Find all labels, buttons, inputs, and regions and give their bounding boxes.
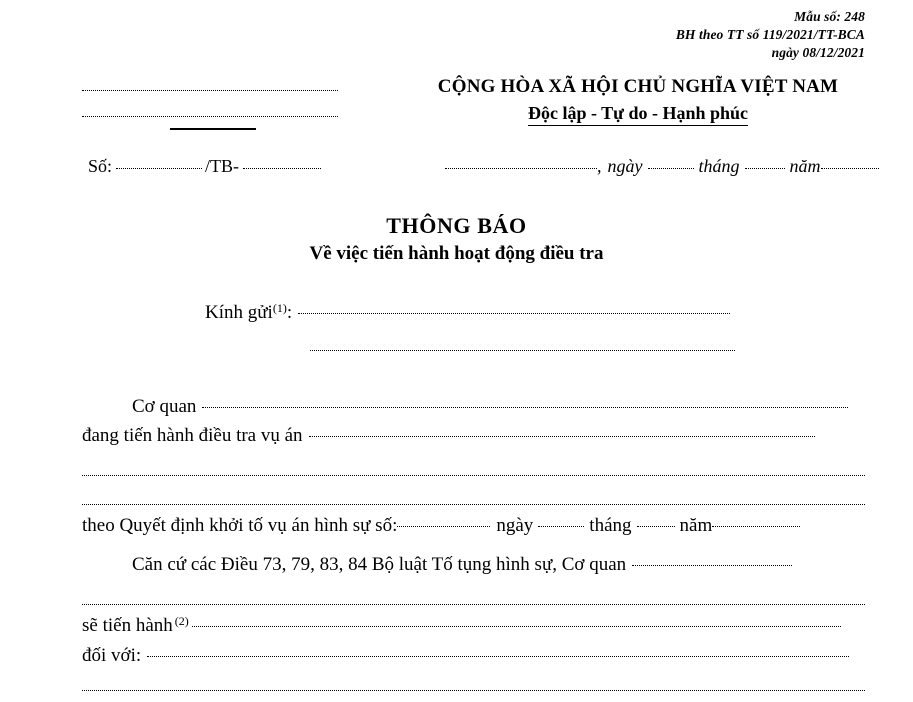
place-date-line xyxy=(445,156,879,177)
document-number-line xyxy=(88,156,324,177)
decision-month-label: tháng xyxy=(589,515,632,536)
regarding-line xyxy=(82,645,849,667)
decision-year-blank xyxy=(712,526,800,527)
page-subtitle: Về việc tiến hành hoạt động điều tra xyxy=(309,243,604,264)
month-blank xyxy=(745,168,785,169)
place-blank xyxy=(445,168,597,169)
decision-line xyxy=(82,515,800,537)
day-blank xyxy=(648,168,694,169)
form-code-block xyxy=(676,8,865,62)
blank-dotted-line-3 xyxy=(82,604,865,605)
issuer-dotted-line-1 xyxy=(82,90,338,91)
blank-dotted-line-4 xyxy=(82,690,865,691)
form-code-date: ngày 08/12/2021 xyxy=(771,45,865,60)
date-comma: , xyxy=(597,156,602,176)
will-conduct-footnote-marker: (2) xyxy=(174,614,189,628)
national-heading xyxy=(398,76,878,126)
blank-dotted-line-1 xyxy=(82,475,865,476)
decision-number-blank xyxy=(397,526,490,527)
document-number-label: Số: xyxy=(88,156,113,176)
month-label: tháng xyxy=(698,156,740,176)
day-label: ngày xyxy=(607,156,643,176)
decision-month-blank xyxy=(637,526,675,527)
page-title: THÔNG BÁO xyxy=(386,213,527,238)
year-label: năm xyxy=(789,156,821,176)
decision-day-label: ngày xyxy=(496,515,534,536)
form-code-circular: BH theo TT số 119/2021/TT-BCA xyxy=(675,27,865,42)
investigating-blank xyxy=(309,436,815,437)
document-suffix-blank xyxy=(243,168,321,169)
recipient-label: Kính gửi xyxy=(205,302,273,323)
will-conduct-label: sẽ tiến hành xyxy=(82,615,173,636)
recipient-colon: : xyxy=(286,302,293,323)
decision-year-label: năm xyxy=(679,515,713,536)
national-motto: Độc lập - Tự do - Hạnh phúc xyxy=(528,103,748,126)
year-blank xyxy=(821,168,879,169)
recipient-blank-1 xyxy=(298,313,730,314)
agency-label: Cơ quan xyxy=(132,396,197,417)
document-number-blank xyxy=(116,168,202,169)
will-conduct-blank xyxy=(192,626,841,627)
decision-day-blank xyxy=(538,526,584,527)
blank-dotted-line-2 xyxy=(82,504,865,505)
issuer-dotted-line-2 xyxy=(82,116,338,117)
will-conduct-line xyxy=(82,615,841,637)
regarding-blank xyxy=(147,656,849,657)
decision-prefix: theo Quyết định khởi tố vụ án hình sự số: xyxy=(82,515,398,536)
recipient-line xyxy=(205,302,730,324)
country-name: CỘNG HÒA XÃ HỘI CHỦ NGHĨA VIỆT NAM xyxy=(437,76,839,97)
document-number-separator: /TB- xyxy=(205,156,240,176)
regarding-label: đối với: xyxy=(82,645,142,666)
legal-basis-label: Căn cứ các Điều 73, 79, 83, 84 Bộ luật Tố tụng hình sự, Cơ quan xyxy=(132,554,627,575)
agency-line xyxy=(132,396,848,418)
investigating-line xyxy=(82,425,815,447)
agency-blank xyxy=(202,407,848,408)
form-code-number: Mẫu số: 248 xyxy=(794,9,865,24)
legal-basis-blank xyxy=(632,565,792,566)
issuer-underline-rule xyxy=(170,128,256,130)
legal-basis-line xyxy=(132,554,792,576)
recipient-blank-2 xyxy=(310,350,735,351)
investigating-label: đang tiến hành điều tra vụ án xyxy=(82,425,303,446)
recipient-footnote-marker: (1) xyxy=(272,301,287,315)
